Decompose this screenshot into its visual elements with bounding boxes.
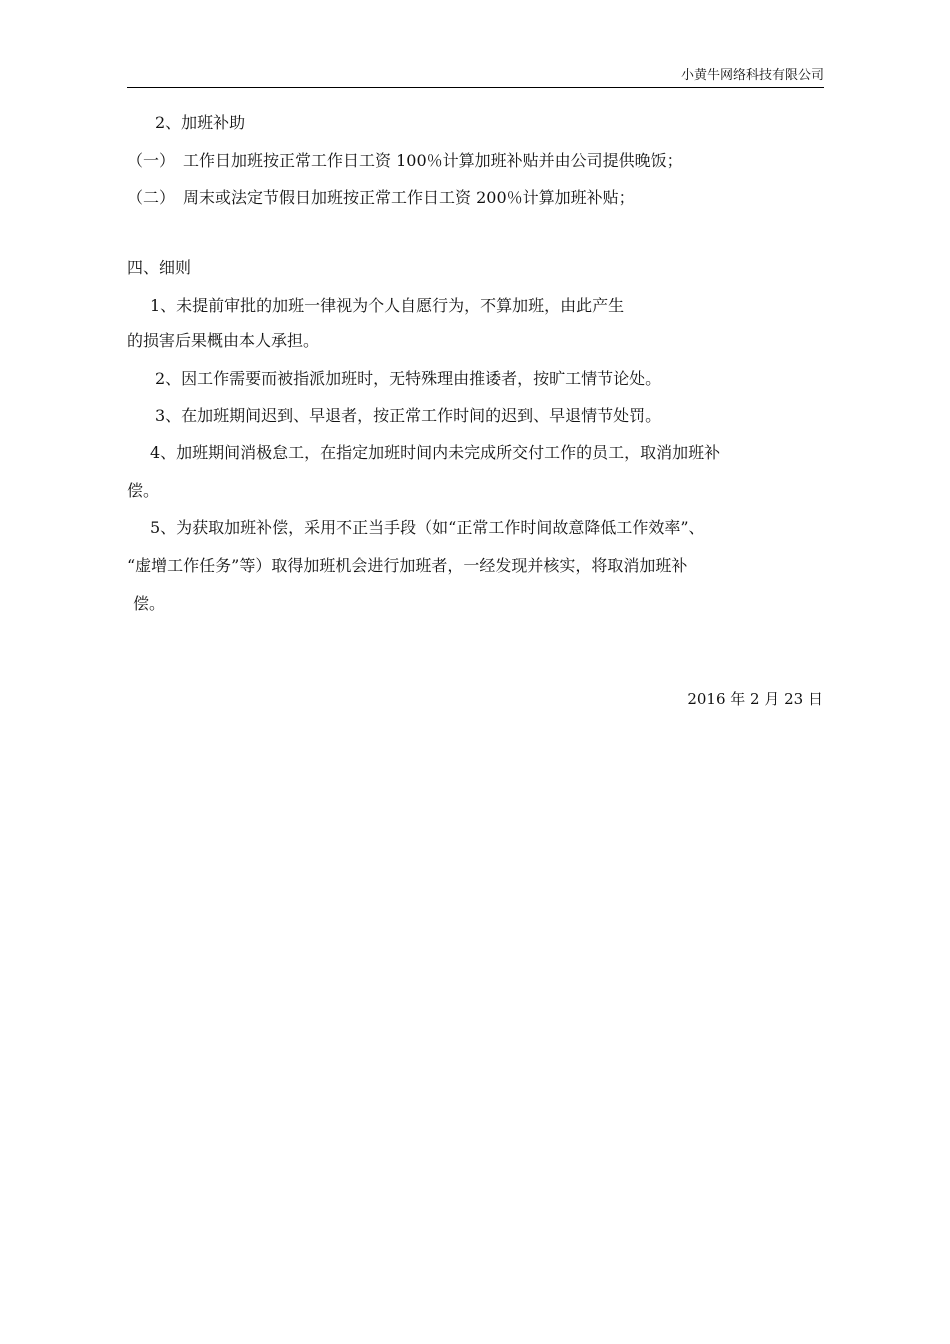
rule-5-line-2: “虚增工作任务”等）取得加班机会进行加班者，一经发现并核实，将取消加班补 bbox=[127, 556, 688, 575]
rule-3: 3、在加班期间迟到、早退者，按正常工作时间的迟到、早退情节处罚。 bbox=[155, 406, 662, 425]
header-divider bbox=[127, 87, 824, 88]
subsection-title: 2、加班补助 bbox=[155, 113, 246, 132]
rule-5-line-1: 5、为获取加班补偿，采用不正当手段（如“正常工作时间故意降低工作效率”、 bbox=[150, 518, 705, 537]
rule-1-line-2: 的损害后果概由本人承担。 bbox=[127, 331, 320, 350]
rule-1-line-1: 1、未提前审批的加班一律视为个人自愿行为，不算加班，由此产生 bbox=[150, 296, 625, 315]
subsidy-item-1: （一） 工作日加班按正常工作日工资 100％计算加班补贴并由公司提供晚饭； bbox=[127, 151, 683, 170]
subsidy-item-2: （二） 周末或法定节假日加班按正常工作日工资 200％计算加班补贴； bbox=[127, 188, 635, 207]
rule-4-line-2: 偿。 bbox=[127, 481, 160, 500]
header-company-name: 小黄牛网络科技有限公司 bbox=[680, 68, 824, 83]
document-date: 2016 年 2 月 23 日 bbox=[687, 690, 823, 708]
section-heading: 四、细则 bbox=[127, 258, 192, 277]
rule-4-line-1: 4、加班期间消极怠工，在指定加班时间内未完成所交付工作的员工，取消加班补 bbox=[150, 443, 721, 462]
rule-5-line-3: 偿。 bbox=[133, 594, 166, 613]
rule-2: 2、因工作需要而被指派加班时，无特殊理由推诿者，按旷工情节论处。 bbox=[155, 369, 662, 388]
